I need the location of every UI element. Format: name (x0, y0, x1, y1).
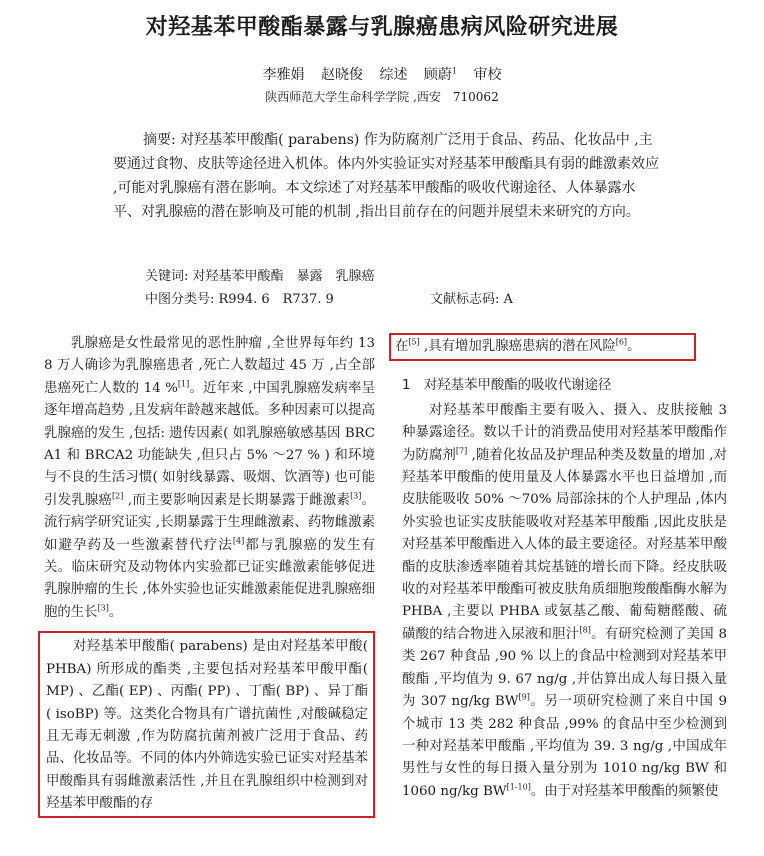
citation-11: [1-10] (506, 782, 531, 792)
absorption-text-b: ,随着化妆品及护理品种类及数量的增加 ,对羟基苯甲酸酯的使用量及人体暴露水平也日益增加 ,而皮肤能吸收 50% ～70% 局部涂抹的个人护理品 ,体内外实验也证实皮肤能吸收对羟基苯甲酸酯 ,因此皮肤是对羟基苯甲酸酯进入人体的最主要途径。对羟基苯甲酸酯的皮肤渗透率随着其烷基链的增长而下降。经皮肤吸收的对羟基苯甲酸酯可被皮肤角质细胞羧酸酯酶水解为 PHBA ,主要以 PHBA 或氨基乙酸、葡萄糖醛酸、硫磺酸的结合物进入尿液和胆汁 (402, 447, 727, 642)
citation-9: [8] (579, 625, 591, 635)
highlight-box-left (38, 631, 375, 817)
absorption-text-c: 。有研究检测了美国 8 类 267 种食品 ,90 % 以上的食品中检测到对羟基苯甲酸酯 ,平均值为 9. 67 ng/g ,并估算出成人每日摄入量为 307 ng/kg BW (402, 626, 727, 710)
author-1: 李雅娟 (262, 67, 305, 83)
highlight-box-right (389, 333, 696, 361)
author-role-proofread: 审校 (473, 67, 502, 83)
absorption-text-d: 。另一项研究检测了来自中国 9 个城市 13 类 282 种食品 ,99% 的食品中至少检测到一种对羟基苯甲酸酯 ,平均值为 39. 3 ng/g ,中国成年男性与女性的每日摄入量分别为 1010 ng/kg BW 和 1060 ng/kg BW (402, 694, 728, 799)
affiliation: 陕西师范大学生命科学学院 ,西安 710062 (265, 90, 499, 104)
citation-4: [4] (232, 536, 245, 546)
author-2: 赵晓俊 (321, 67, 363, 83)
citation-8: [7] (455, 446, 468, 456)
absorption-text-e: 。由于对羟基苯甲酸酯的频繁使 (530, 783, 719, 799)
section-heading: 1 对羟基苯甲酸酯的吸收代谢途径 (402, 378, 612, 394)
citation-2: [2] (112, 491, 124, 501)
author-role-review: 综述 (379, 67, 408, 83)
author-3 (424, 67, 457, 83)
continuation-text-b: ,具有增加乳腺癌患病的潜在风险 (419, 339, 616, 354)
intro-text-c: ,而主要影响因素是长期暴露于雌激素 (123, 492, 351, 508)
parabens-paragraph: 对羟基苯甲酸酯( parabens) 是由对羟基苯甲酸( PHBA) 所形成的酯类 ,主要包括对羟基苯甲酸甲酯( MP) 、乙酯( EP) 、丙酯( PP) 、丁酯( BP) 、异丁酯( isoBP) 等。这类化合物具有广谱抗菌性 ,对酸碱稳定且无毒无刺激 ,作为防腐抗菌剂被广泛用于食品、药品、化妆品等。不同的体内外筛选实验已证实对羟基苯甲酸酯具有弱雌激素活性 ,并且在乳腺组织中检测到对羟基苯甲酸酯的存 (46, 639, 368, 812)
keywords: 关键词: 对羟基苯甲酸酯 暴露 乳腺癌 (145, 269, 375, 284)
intro-text-f: 。 (108, 604, 123, 620)
continuation-text-a: 在 (395, 339, 409, 354)
citation-5: [3] (97, 603, 109, 613)
citation-6: [5] (408, 337, 420, 347)
continuation-text-c: 。 (627, 339, 641, 354)
author-3-sup: 1 (451, 66, 457, 76)
author-3-name: 顾蔚 (423, 67, 452, 83)
document-code: 文献标志码: A (430, 292, 513, 307)
intro-paragraph (44, 333, 375, 624)
citation-7: [6] (615, 337, 628, 347)
citation-10: [9] (518, 692, 530, 702)
absorption-text-a: 对羟基苯甲酸酯主要有吸入、摄入、皮肤接触 3 种暴露途径。数以千计的消费品使用对羟基苯甲酸酯作为防腐剂 (402, 402, 727, 463)
intro-text-b: 。近年来 ,中国乳腺癌发病率呈逐年增高趋势 ,且发病年龄越来越低。多种因素可以提高乳腺癌的发生 ,包括: 遗传因素( 如乳腺癌敏感基因 BRCA1 和 BRCA2 功能缺失 ,但只占 5% ～27 % ) 和环境与不良的生活习惯( 如射线暴露、吸烟、饮酒等) 也可能引发乳腺癌 (44, 380, 375, 508)
absorption-paragraph (402, 400, 727, 803)
intro-text-d: 。流行病学研究证实 ,长期暴露于生理雌激素、药物雌激素如避孕药及一些激素替代疗法 (44, 492, 376, 553)
citation-3: [3] (350, 491, 362, 501)
classification-line (145, 289, 665, 311)
author-line (0, 64, 764, 84)
intro-text-e: 都与乳腺癌的发生有关。临床研究及动物体内实验都已证实雌激素能够促进乳腺肿瘤的生长 ,体外实验也证实雌激素能促进乳腺癌细胞的生长 (44, 537, 376, 620)
right-column (395, 333, 728, 803)
left-column (44, 333, 375, 818)
intro-text-a: 乳腺癌是女性最常见的恶性肿瘤 ,全世界每年约 138 万人确诊为乳腺癌患者 ,死亡人数超过 45 万 ,占全部患癌死亡人数的 14 % (44, 336, 375, 396)
classification-code: 中图分类号: R994. 6 R737. 9 (145, 292, 334, 307)
abstract: 摘要: 对羟基苯甲酸酯( parabens) 作为防腐剂广泛用于食品、药品、化妆品中 ,主要通过食物、皮肤等途径进入机体。体内外实验证实对羟基苯甲酸酯具有弱的雌激素效应 ,可能对乳腺癌有潜在影响。本文综述了对羟基苯甲酸酯的吸收代谢途径、人体暴露水平、对乳腺癌的潜在影响及可能的机制 ,指出目前存在的问题并展望未来研究的方向。 (113, 132, 659, 220)
citation-1: [1] (177, 379, 190, 389)
paper-title: 对羟基苯甲酸酯暴露与乳腺癌患病风险研究进展 (145, 15, 619, 40)
